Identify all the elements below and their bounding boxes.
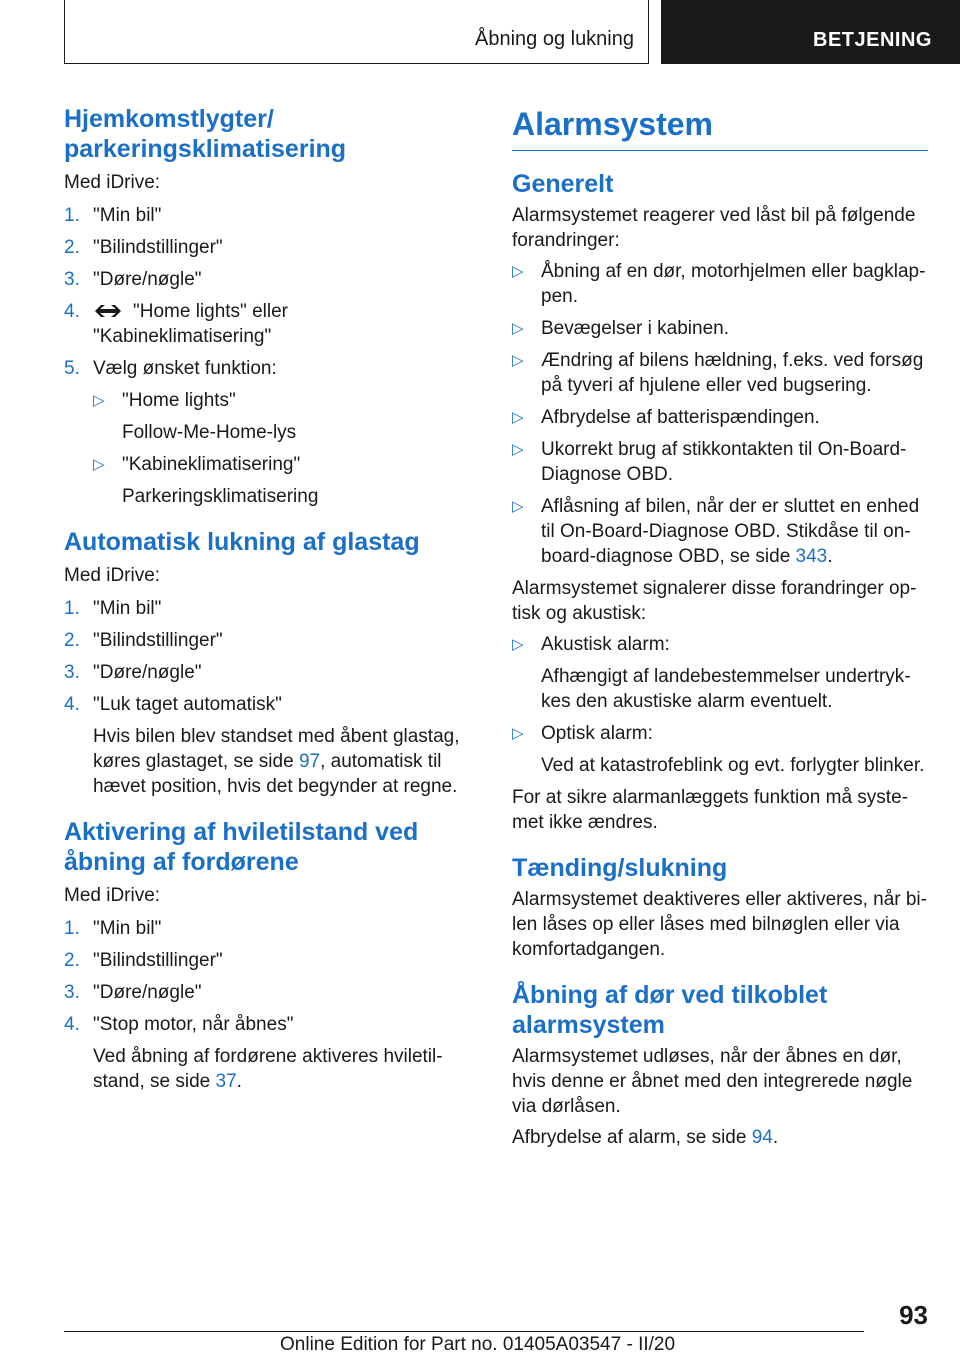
list-item: ▷ Optisk alarm: Ved at katastrofeblink og evt. forlygter blinker.	[512, 723, 925, 776]
list-item: ▷ Åbning af en dør, motorhjelmen eller bagklappen.	[512, 261, 926, 307]
list-item: ▷ Afbrydelse af batterispændingen.	[512, 407, 820, 428]
step-detail: Hvis bilen blev standset med åbent glastag, køres glastaget, se side 97, automatisk til hævet position, hvis det begynder at regne.	[93, 726, 460, 797]
section-heading-glass-roof: Automatisk lukning af glastag	[64, 528, 420, 556]
list-item: ▷ Akustisk alarm: Afhængigt af landebestemmelser undertrykkes den akustiske alarm eventuelt.	[512, 634, 911, 712]
footer-rule	[64, 1331, 864, 1332]
paragraph: Alarmsystemet deaktiveres eller aktiveres, når bilen låses op eller låses med bilnøglen eller via komfortadgangen.	[512, 889, 927, 960]
idrive-menu-icon	[93, 304, 123, 318]
list-item: 1. "Min bil"	[64, 205, 162, 226]
list-item: 3. "Døre/nøgle"	[64, 269, 202, 290]
list-item: ▷ Ændring af bilens hældning, f.eks. ved forsøg på tyveri af hjulene eller ved bugsering.	[512, 350, 924, 396]
list-item: 2. "Bilindstillinger"	[64, 237, 223, 258]
triangle-bullet-icon: ▷	[512, 409, 524, 426]
section-heading-door-opening: Åbning af dør ved tilkoblet alarmsystem	[512, 981, 828, 1039]
chapter-heading-alarm: Alarmsystem	[512, 106, 713, 142]
triangle-bullet-icon: ▷	[512, 498, 524, 515]
steps-list-rest-mode	[64, 916, 468, 1094]
triangle-bullet-icon: ▷	[93, 392, 105, 409]
triangle-bullet-icon: ▷	[512, 441, 524, 458]
list-item: 3. "Døre/nøgle"	[64, 662, 202, 683]
paragraph: Alarmsystemet reagerer ved låst bil på følgende forandringer:	[512, 205, 916, 251]
triangle-bullet-icon: ▷	[512, 352, 524, 369]
section-heading-on-off: Tænding/slukning	[512, 854, 728, 882]
alarm-triggers-list	[512, 259, 928, 569]
chapter-tab	[661, 0, 960, 64]
section-heading-home-lights: Hjemkomstlygter/ parkeringsklimatisering	[64, 105, 347, 163]
steps-list-home-lights	[64, 203, 468, 509]
heading-rule	[512, 150, 928, 151]
chapter-label: BETJENING	[813, 29, 932, 51]
idrive-intro: Med iDrive:	[64, 172, 161, 193]
left-column	[64, 104, 468, 1101]
list-item: 5. Vælg ønsket funktion: ▷ "Home lights" Follow-Me-Home-lys ▷ "Kabineklimatisering" Parkeringsklimatisering	[64, 356, 468, 509]
list-item: 2. "Bilindstillinger"	[64, 630, 223, 651]
list-item: ▷ Ukorrekt brug af stikkontakten til On-Board-Diagnose OBD.	[512, 439, 907, 485]
page-header	[0, 0, 960, 66]
list-item: ▷ Aflåsning af bilen, når der er sluttet en enhed til On-Board-Diagnose OBD. Stikdåse til on-board-diagnose OBD, se side 343.	[512, 496, 920, 567]
paragraph: Afbrydelse af alarm, se side 94.	[512, 1127, 779, 1148]
step-detail: Ved åbning af fordørene aktiveres hviletilstand, se side 37.	[93, 1046, 443, 1092]
paragraph: For at sikre alarmanlæggets funktion må systemet ikke ændres.	[512, 787, 908, 833]
list-item: 1. "Min bil"	[64, 918, 162, 939]
function-options	[93, 388, 468, 509]
section-header-box	[64, 0, 649, 64]
triangle-bullet-icon: ▷	[512, 725, 524, 742]
list-item: ▷ Bevægelser i kabinen.	[512, 318, 729, 339]
idrive-intro: Med iDrive:	[64, 885, 161, 906]
page-link-343[interactable]: 343	[795, 546, 828, 567]
paragraph: Alarmsystemet signalerer disse forandringer optisk og akustisk:	[512, 578, 917, 624]
list-item: 1. "Min bil"	[64, 598, 162, 619]
triangle-bullet-icon: ▷	[512, 320, 524, 337]
steps-list-glass-roof	[64, 596, 468, 799]
triangle-bullet-icon: ▷	[512, 636, 524, 653]
list-item: ▷ "Home lights" Follow-Me-Home-lys	[93, 390, 297, 443]
right-column	[512, 104, 928, 1150]
triangle-bullet-icon: ▷	[512, 263, 524, 280]
idrive-intro: Med iDrive:	[64, 565, 161, 586]
list-item: 4. "Home lights" eller "Kabineklimatisering"	[64, 301, 288, 347]
alarm-signals-list	[512, 632, 928, 778]
triangle-bullet-icon: ▷	[93, 456, 105, 473]
page-link-37[interactable]: 37	[215, 1071, 237, 1092]
page-link-94[interactable]: 94	[751, 1127, 773, 1148]
list-item: 3. "Døre/nøgle"	[64, 982, 202, 1003]
section-heading-general: Generelt	[512, 170, 614, 198]
section-title: Åbning og lukning	[474, 28, 634, 50]
section-heading-rest-mode: Aktivering af hviletilstand ved åbning af fordørene	[64, 818, 419, 876]
page-number: 93	[899, 1300, 928, 1330]
list-item: 4. "Stop motor, når åbnes" Ved åbning af fordørene aktiveres hviletilstand, se side 37.	[64, 1012, 468, 1094]
list-item: ▷ "Kabineklimatisering" Parkeringsklimatisering	[93, 454, 319, 507]
list-item: 4. "Luk taget automatisk" Hvis bilen blev standset med åbent glastag, køres glastaget, se side 97, automatisk til hævet position, hvis det begynder at regne.	[64, 692, 468, 799]
page-link-97[interactable]: 97	[298, 751, 321, 772]
edition-footer: Online Edition for Part no. 01405A03547 - II/20	[280, 1334, 676, 1355]
paragraph: Alarmsystemet udløses, når der åbnes en dør, hvis denne er åbnet med den integrerede nøgle via dørlåsen.	[512, 1046, 913, 1117]
list-item: 2. "Bilindstillinger"	[64, 950, 223, 971]
